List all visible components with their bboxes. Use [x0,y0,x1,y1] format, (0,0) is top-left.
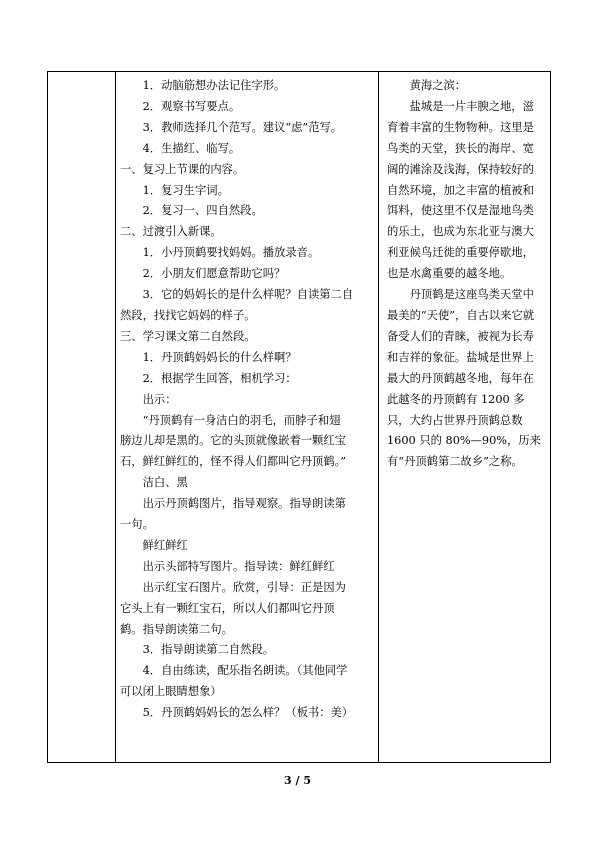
step-line: 1．小丹顶鹤要找妈妈。播放录音。 [142,246,320,260]
step-line: 3．教师选择几个范写。建议“虑”范写。 [142,120,343,134]
step-line: 2．小朋友们愿意帮助它吗？ [142,267,286,281]
teaching-steps [120,76,372,724]
step-line: 可以闭上眼睛想象） [120,685,222,699]
step-line: 石，鲜红鲜红的，怪不得人们都叫它丹顶鹤。” [120,455,347,469]
step-line: 出示红宝石图片。欣赏，引导：正是因为 [142,580,346,594]
step-line: 出示： [142,392,177,406]
lesson-plan-table [47,71,551,763]
step-line: 1．复习生字词。 [142,183,229,197]
note-paragraph: 丹顶鹤是这座鸟类天堂中最美的“天使”，自古以来它就备受人们的青睐，被视为长寿和吉祥的象征。盐城是世界上最大的丹顶鹤越冬地，每年在此越冬的丹顶鹤有 1200 多只，大约占世界丹顶鹤总数 1600 只的 80%—90%，历来有“丹顶鹤第二故乡”之称。 [387,288,541,469]
step-line: 膀边儿却是黑的。它的头顶就像嵌着一颗红宝 [120,434,346,448]
row-label-cell [48,72,116,763]
note-paragraph: 黄海之滨： [409,79,467,92]
step-line: 2．根据学生回答，相机学习： [142,371,297,385]
step-line: 出示头部特写图片。指导读：鲜红鲜红 [142,559,335,573]
step-line: 4．自由练读，配乐指名朗读。（其他同学 [142,664,348,678]
step-line: “丹顶鹤有一身洁白的羽毛，而脖子和翅 [142,413,341,427]
note-paragraph: 盐城是一片丰腴之地，滋育着丰富的生物物种。这里是鸟类的天堂，狭长的海岸、宽阔的滩涂及浅海，保持较好的自然环境，加之丰富的植被和饵料，使这里不仅是湿地鸟类的乐土，也成为东北亚与澳大利亚候鸟迁徙的重要停歇地，也是水禽重要的越冬地。 [387,99,534,281]
step-line: 1．动脑筋想办法记住字形。 [142,79,286,92]
step-line: 2．复习一、四自然段。 [142,204,263,218]
step-line: 3．指导朗读第二自然段。 [142,643,275,657]
step-line: 5．丹顶鹤妈妈长的怎么样？（板书：美） [142,706,354,720]
step-line: 二、过渡引入新课。 [120,225,222,239]
step-line: 2．观察书写要点。 [142,99,241,113]
teaching-steps-cell [116,72,379,763]
step-line: 一句。 [120,518,154,532]
step-line: 4．生描红、临写。 [142,141,241,155]
step-line: 出示丹顶鹤图片，指导观察。指导朗读第 [142,497,346,511]
step-line: 洁白、黑 [142,476,188,490]
step-line: 鹤。指导朗读第二句。 [120,622,233,636]
step-line: 然段，找找它妈妈的样子。 [120,308,256,322]
background-notes-cell [379,72,551,763]
background-notes [387,76,542,473]
step-line: 它头上有一颗红宝石，所以人们都叫它丹顶 [120,601,335,615]
step-line: 鲜红鲜红 [142,538,188,552]
step-line: 1．丹顶鹤妈妈长的什么样啊？ [142,350,297,364]
step-line: 一、复习上节课的内容。 [120,162,245,176]
step-line: 三、学习课文第二自然段。 [120,329,256,343]
page-number: 3 / 5 [284,774,311,787]
table-row [48,72,551,763]
step-line: 3．它的妈妈长的是什么样呢？自读第二自 [142,288,354,302]
